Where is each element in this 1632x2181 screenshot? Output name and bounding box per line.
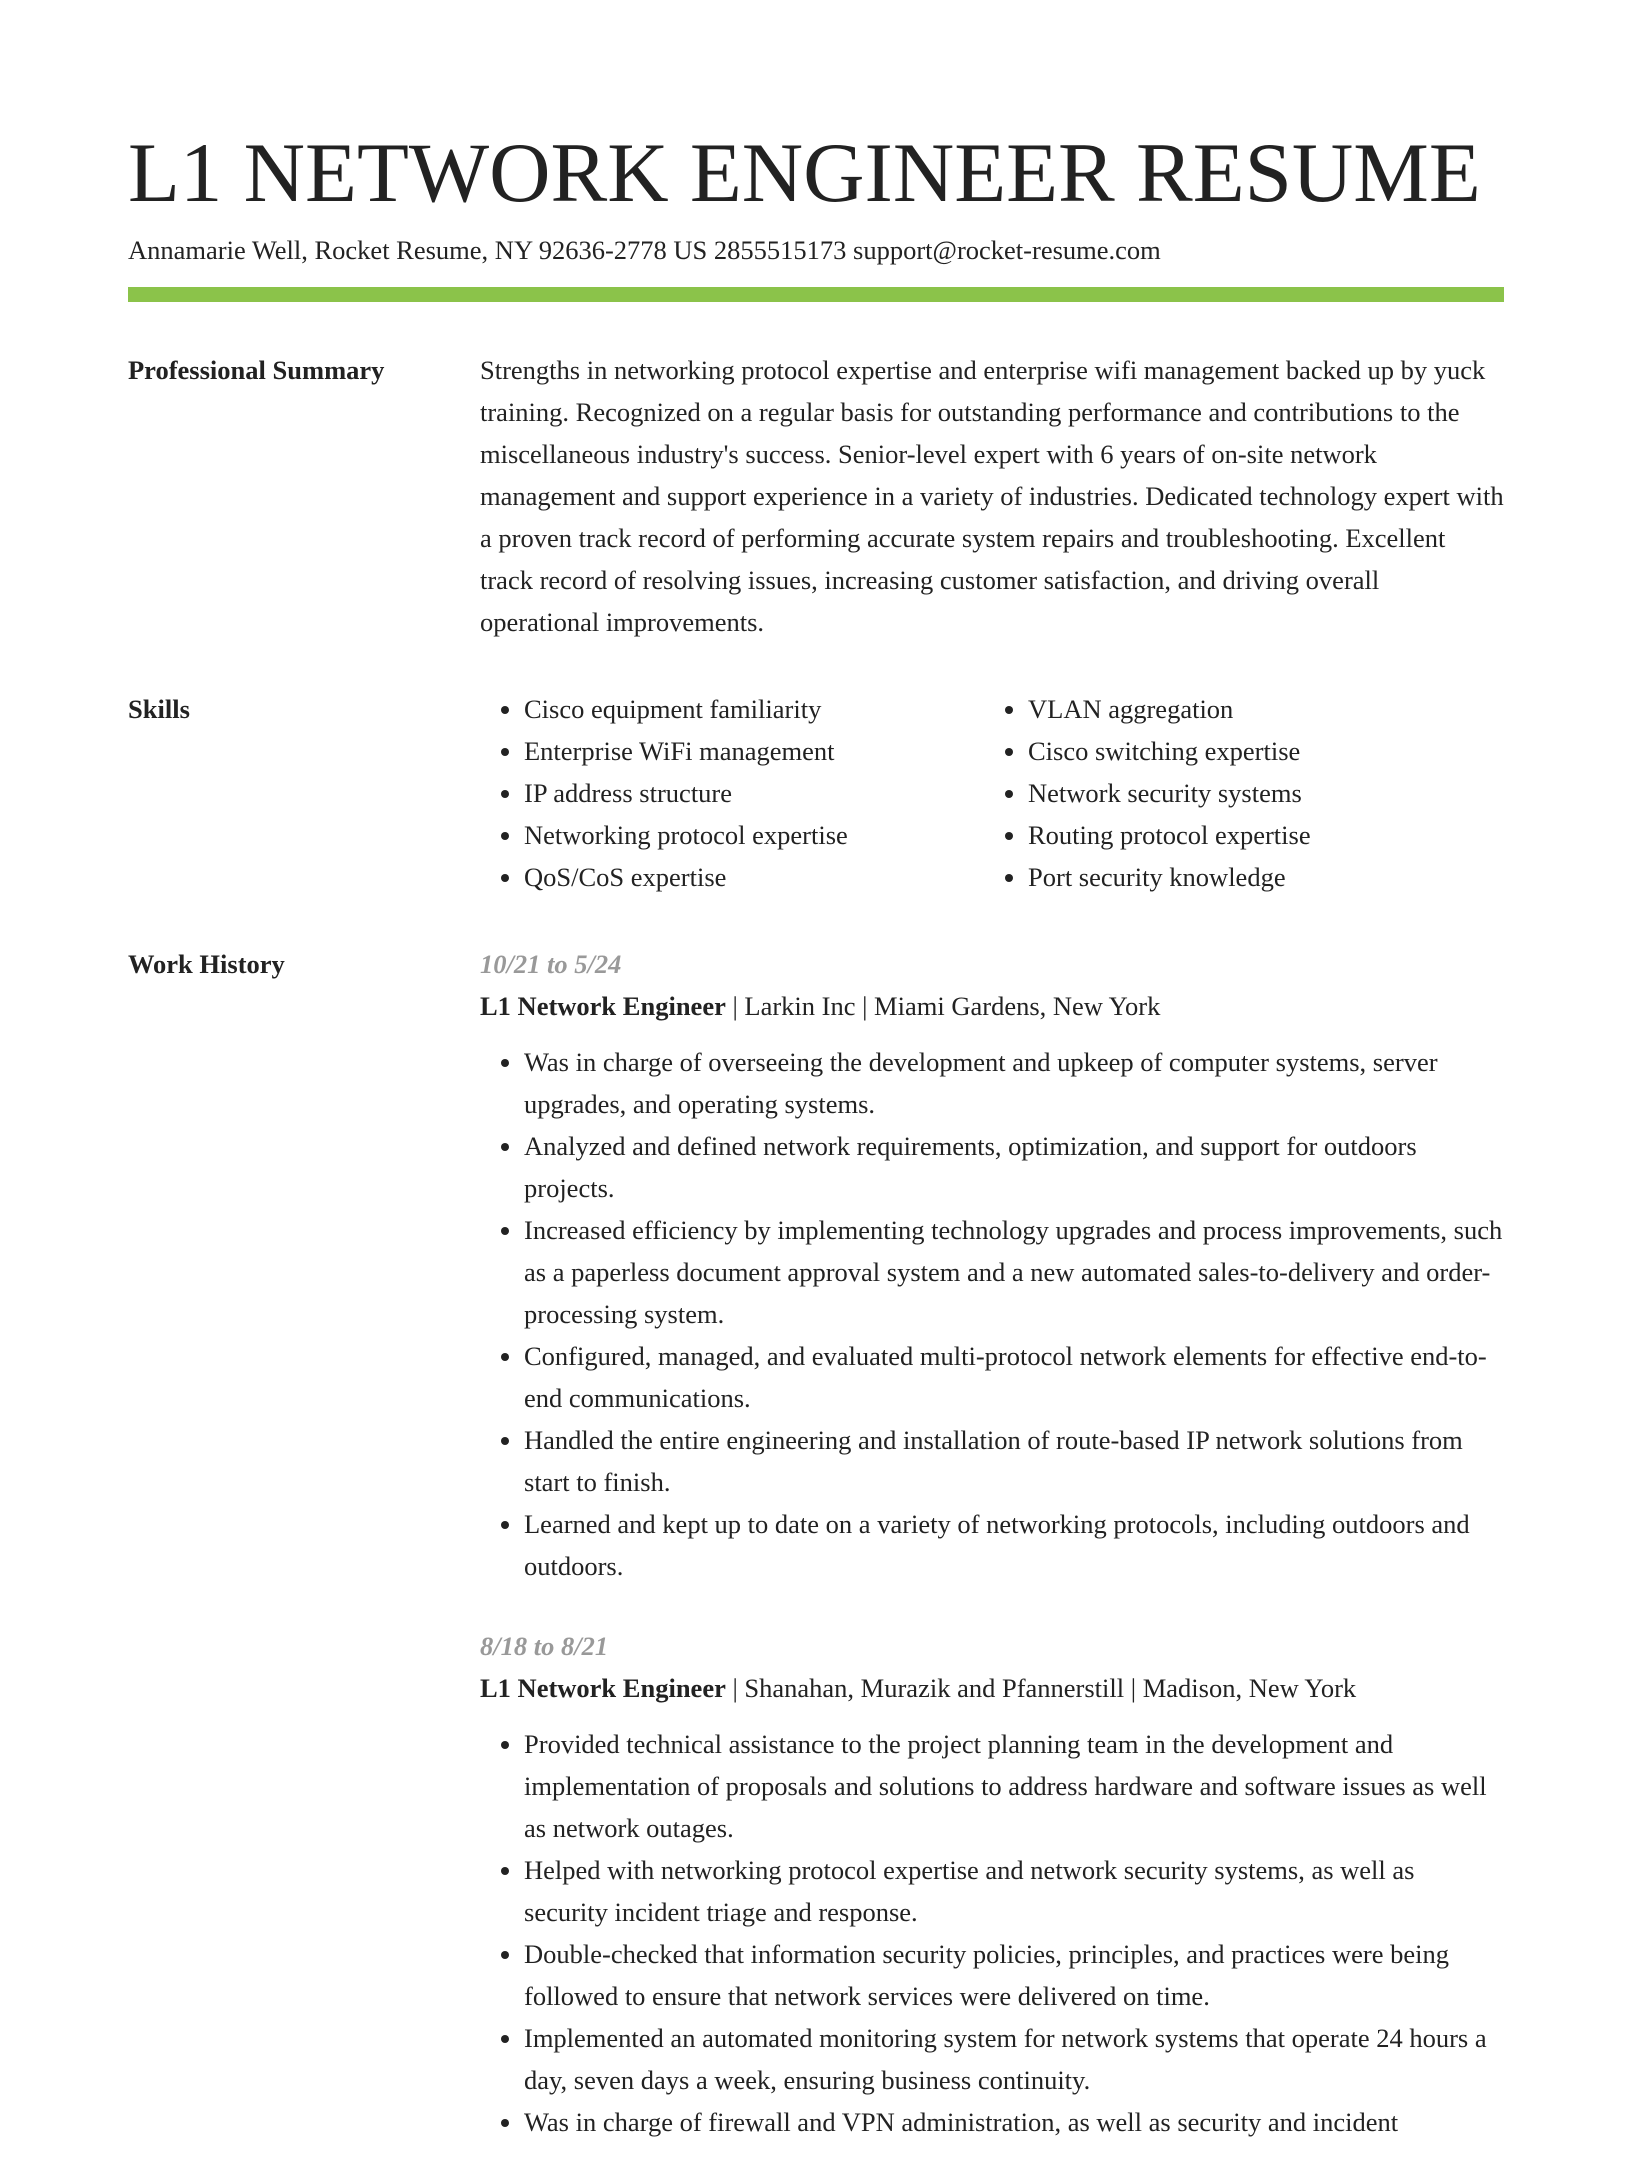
work-history-section xyxy=(128,946,1504,2181)
job-bullet-list xyxy=(480,1041,1504,1587)
job-bullet: • Learned and kept up to date on a variety of networking protocols, including outdoors and outdoors. xyxy=(524,1503,1504,1587)
skills-grid xyxy=(480,688,1504,898)
job-bullet: • Implemented an automated monitoring system for network systems that operate 24 hours a day, seven days a week, ensuring business continuity. xyxy=(524,2017,1504,2101)
summary-text: Strengths in networking protocol expertise and enterprise wifi management backed up by yuck training. Recognized on a regular basis for outstanding performance and contributions to the miscellaneous industry's success. Senior-level expert with 6 years of on-site network management and support experience in a variety of industries. Dedicated technology expert with a proven track record of performing accurate system repairs and troubleshooting. Excellent track record of resolving issues, increasing customer satisfaction, and driving overall operational improvements. xyxy=(480,355,1504,637)
resume-page xyxy=(128,118,1504,2181)
job-title: L1 Network Engineer xyxy=(480,991,726,1021)
job-bullet: • Analyzed and defined network requirements, optimization, and support for outdoors projects. xyxy=(524,1125,1504,1209)
contact-line: Annamarie Well, Rocket Resume, NY 92636-2778 US 2855515173 support@rocket-resume.com xyxy=(128,235,1161,265)
job-bullet: • Increased efficiency by implementing technology upgrades and process improvements, such as a paperless document approval system and a new automated sales-to-delivery and order-processing system. xyxy=(524,1209,1504,1335)
job-entry xyxy=(480,943,1504,1587)
job-entry xyxy=(480,1625,1504,2143)
summary-section xyxy=(128,352,1504,643)
skill-item: • Routing protocol expertise xyxy=(1028,814,1488,856)
summary-heading: Professional Summary xyxy=(128,355,385,385)
skill-item: • IP address structure xyxy=(524,772,984,814)
skill-item: • Cisco equipment familiarity xyxy=(524,688,984,730)
job-title: L1 Network Engineer xyxy=(480,1673,726,1703)
skill-item: • Network security systems xyxy=(1028,772,1488,814)
skills-heading: Skills xyxy=(128,694,190,724)
job-bullet: • Double-checked that information security policies, principles, and practices were being followed to ensure that network services were delivered on time. xyxy=(524,1933,1504,2017)
job-bullet: • Helped with networking protocol expertise and network security systems, as well as security incident triage and response. xyxy=(524,1849,1504,1933)
skills-section xyxy=(128,691,1504,898)
job-bullet: • Was in charge of overseeing the development and upkeep of computer systems, server upgrades, and operating systems. xyxy=(524,1041,1504,1125)
job-heading xyxy=(480,985,1504,1027)
skill-item: • Enterprise WiFi management xyxy=(524,730,984,772)
skill-item: • VLAN aggregation xyxy=(1028,688,1488,730)
job-heading xyxy=(480,1667,1504,1709)
skills-list-left xyxy=(480,688,984,898)
skill-item: • QoS/CoS expertise xyxy=(524,856,984,898)
job-dates: 8/18 to 8/21 xyxy=(480,1631,609,1661)
resume-title: L1 NETWORK ENGINEER RESUME xyxy=(128,126,1481,220)
job-bullet: • Handled the entire engineering and installation of route-based IP network solutions from start to finish. xyxy=(524,1419,1504,1503)
skill-item: • Networking protocol expertise xyxy=(524,814,984,856)
accent-divider xyxy=(128,287,1504,302)
job-bullet: • Provided technical assistance to the project planning team in the development and implementation of proposals and solutions to address hardware and software issues as well as network outages. xyxy=(524,1723,1504,1849)
skill-item: • Cisco switching expertise xyxy=(1028,730,1488,772)
job-dates: 10/21 to 5/24 xyxy=(480,949,622,979)
work-history-heading: Work History xyxy=(128,949,285,979)
skills-list-right xyxy=(984,688,1488,898)
job-bullet: • Was in charge of firewall and VPN administration, as well as security and incident xyxy=(524,2101,1504,2143)
skill-item: • Port security knowledge xyxy=(1028,856,1488,898)
job-details: | Larkin Inc | Miami Gardens, New York xyxy=(725,991,1161,1021)
job-details: | Shanahan, Murazik and Pfannerstill | Madison, New York xyxy=(725,1673,1357,1703)
job-bullet: • Configured, managed, and evaluated multi-protocol network elements for effective end-to-end communications. xyxy=(524,1335,1504,1419)
job-bullet-list xyxy=(480,1723,1504,2143)
